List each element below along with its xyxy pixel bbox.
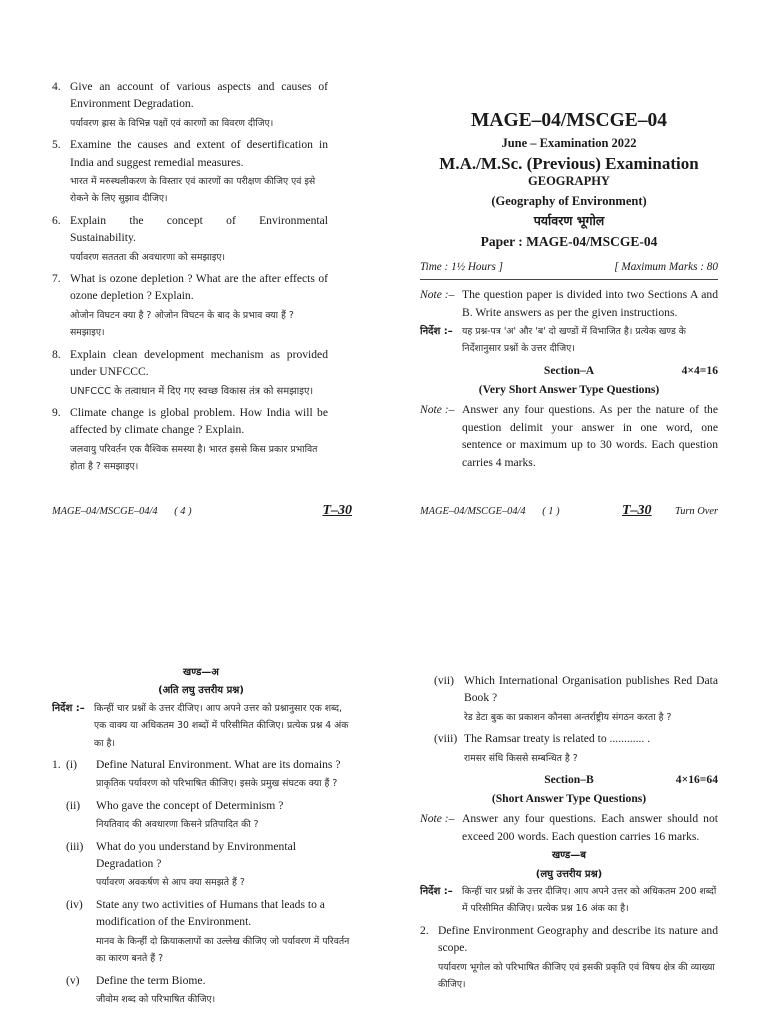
question-text-en: Give an account of various aspects and causes of Environment Degradation. — [70, 80, 328, 111]
page-number: ( 4 ) — [174, 506, 192, 517]
section-a-type: (Very Short Answer Type Questions) — [478, 382, 660, 396]
sub-text-en: What do you understand by Environmental Degradation ? — [96, 839, 296, 871]
section-b-heading — [420, 771, 718, 790]
sub-text-hi: नियतिवाद की अवधारणा किसने प्रतिपादित की ? — [96, 819, 259, 831]
sub-text-hi: पर्यावरण अवकर्षण से आप क्या समझते हैं ? — [96, 877, 245, 889]
paper-code: MAGE–04/MSCGE–04/4 — [420, 506, 526, 517]
sub-question — [420, 672, 718, 726]
section-a-title: Section–A — [543, 363, 595, 377]
khand-b-heading: खण्ड—ब — [552, 850, 586, 862]
sub-question — [52, 797, 350, 834]
question-2 — [420, 922, 718, 994]
note-label: Note :– — [420, 288, 455, 302]
question-5 — [52, 136, 328, 208]
nirdesh-text: किन्हीं चार प्रश्नों के उत्तर दीजिए। आप अपने उत्तर को अधिकतम 200 शब्दों में परिसीमित कीजिए। प्रत्येक प्रश्न 16 अंक का है। — [462, 886, 717, 915]
sub-text-hi: मानव के किन्हीं दो क्रियाकलापों का उल्लेख कीजिए जो पर्यावरण में परिवर्तन का कारण बनते हैं ? — [96, 935, 350, 965]
question-number: 2. — [420, 923, 429, 937]
sub-text-en: Which International Organisation publishes Red Data Book ? — [464, 674, 718, 705]
question-number: 9. — [52, 405, 61, 419]
question-number: 8. — [52, 347, 61, 361]
khand-b-type: (लघु उत्तरीय प्रश्न) — [535, 868, 603, 880]
sub-number: (vii) — [434, 674, 454, 687]
section-b-title: Section–B — [544, 773, 594, 787]
nirdesh-khand-a — [52, 700, 350, 752]
paper-number: Paper : MAGE-04/MSCGE-04 — [480, 234, 658, 250]
khand-a-heading: खण्ड—अ — [183, 667, 219, 678]
sub-number: (i) — [66, 758, 77, 772]
sub-text-hi: रामसर संधि किससे सम्बन्धित है ? — [464, 752, 578, 764]
page-number: ( 1 ) — [542, 506, 560, 517]
section-b-marks: 4×16=64 — [675, 773, 718, 787]
sub-number: (v) — [66, 973, 80, 987]
sub-question — [52, 838, 350, 892]
sub-number: (iii) — [66, 839, 84, 853]
question-text-en: Climate change is global problem. How India will be affected by climate change ? Explain. — [70, 405, 328, 437]
khand-a-type: (अति लघु उत्तरीय प्रश्न) — [158, 685, 244, 697]
time: Time : 1½ Hours ] — [420, 260, 503, 273]
sub-question — [52, 896, 350, 968]
paper-code-title: MAGE–04/MSCGE–04 — [470, 110, 668, 131]
question-number: 4. — [52, 80, 61, 93]
page1-footer — [420, 503, 718, 518]
sub-text-hi: जीवोम शब्द को परिभाषित कीजिए। — [96, 993, 216, 1005]
note-text: The question paper is divided into two Sections A and B. Write answers as per the given instructions. — [462, 288, 718, 319]
paper-title: (Geography of Environment) — [491, 193, 647, 208]
sub-question — [420, 730, 718, 767]
session: June – Examination 2022 — [501, 136, 637, 151]
sub-text-en: Define Natural Environment. What are its domains ? — [96, 758, 341, 772]
note-text: Answer any four questions. Each answer should not exceed 200 words. Each question carries 16 marks. — [462, 812, 718, 843]
question-text-en: Define Environment Geography and describe its nature and scope. — [438, 923, 718, 955]
question-4 — [52, 78, 328, 132]
time-marks-row — [420, 259, 718, 280]
sub-number: (ii) — [66, 798, 81, 812]
section-b-type: (Short Answer Type Questions) — [491, 792, 647, 806]
sub-text-hi: रेड डेटा बुक का प्रकाशन कौनसा अन्तर्राष्ट्रीय संगठन करता है ? — [464, 711, 672, 723]
paper-title-hi: पर्यावरण भूगोल — [533, 213, 605, 229]
nirdesh-khand-b — [420, 883, 718, 918]
sub-text-en: Define the term Biome. — [96, 973, 206, 987]
note-label: Note :– — [420, 812, 455, 826]
question-9 — [52, 404, 328, 476]
question-number: 5. — [52, 138, 61, 152]
question-number: 7. — [52, 272, 61, 286]
question-8 — [52, 346, 328, 400]
sub-number: (viii) — [434, 732, 458, 746]
t-code: T–30 — [322, 503, 352, 518]
nirdesh-label: निर्देश :– — [420, 886, 453, 898]
page4-column — [52, 78, 328, 480]
note-text: Answer any four questions. As per the nature of the question delimit your answer in one word, one sentence or maximum up to 30 words. Each question carries 4 marks. — [462, 403, 718, 469]
note-instructions — [420, 286, 718, 321]
sub-text-en: The Ramsar treaty is related to ............ . — [464, 732, 651, 746]
turn-over: Turn Over — [674, 506, 718, 517]
paper-code: MAGE–04/MSCGE–04/4 — [52, 506, 158, 517]
nirdesh-instructions — [420, 323, 718, 358]
t-code: T–30 — [622, 503, 652, 518]
page1-column — [420, 108, 718, 473]
question-text-hi: जलवायु परिवर्तन एक वैश्विक समस्या है। भारत इससे किस प्रकार प्रभावित होता है ? समझाइए। — [70, 443, 318, 473]
page2-column — [52, 664, 350, 1012]
page3-column — [420, 672, 718, 998]
sub-text-en: State any two activities of Humans that leads to a modification of the Environment. — [96, 897, 325, 929]
nirdesh-label: निर्देश :– — [52, 702, 85, 714]
note-section-a — [420, 401, 718, 471]
question-text-hi: भारत में मरुस्थलीकरण के विस्तार एवं कारणों का परीक्षण कीजिए एवं इसे रोकने के लिए सुझाव दीजिए। — [70, 176, 316, 205]
question-text-hi: पर्यावरण ह्रास के विभिन्न पक्षों एवं कारणों का विवरण दीजिए। — [70, 117, 274, 129]
sub-question — [52, 972, 350, 1009]
question-text-hi: ओजोन विघटन क्या है ? ओजोन विघटन के बाद के प्रभाव क्या हैं ? समझाइए। — [70, 309, 294, 339]
section-a-heading — [420, 362, 718, 381]
subject: GEOGRAPHY — [528, 174, 610, 189]
question-number: 6. — [52, 213, 61, 227]
question-1 — [52, 756, 350, 1008]
question-text-hi: पर्यावरण सततता की अवधारणा को समझाइए। — [70, 251, 226, 263]
question-text-hi: पर्यावरण भूगोल को परिभाषित कीजिए एवं इसकी प्रकृति एवं विषय क्षेत्र की व्याख्या कीजिए। — [438, 961, 715, 991]
question-text-hi: UNFCCC के तत्वाधान में दिए गए स्वच्छ विकास तंत्र को समझाइए। — [70, 385, 314, 397]
question-number: 1. — [52, 758, 61, 772]
note-section-b — [420, 810, 718, 845]
question-text-en: Examine the causes and extent of desertification in India and suggest remedial measures. — [70, 138, 328, 169]
question-6 — [52, 212, 328, 266]
sub-text-en: Who gave the concept of Determinism ? — [96, 798, 284, 812]
nirdesh-text: किन्हीं चार प्रश्नों के उत्तर दीजिए। आप अपने उत्तर को प्रश्नानुसार एक शब्द, एक वाक्य या अधिकतम 30 शब्दों में परिसीमित कीजिए। प्रत्येक प्रश्न 4 अंक का है। — [94, 702, 349, 749]
sub-number: (iv) — [66, 897, 83, 911]
nirdesh-text: यह प्रश्न-पत्र 'अ' और 'ब' दो खण्डों में विभाजित है। प्रत्येक खण्ड के निर्देशानुसार प्रश्नों के उत्तर दीजिए। — [462, 326, 686, 355]
question-text-en: Explain clean development mechanism as provided under UNFCCC. — [70, 347, 328, 379]
max-marks: [ Maximum Marks : 80 — [614, 260, 718, 273]
nirdesh-label: निर्देश :– — [420, 326, 453, 338]
question-text-en: Explain the concept of Environmental Sustainability. — [70, 213, 328, 245]
page4-footer — [52, 503, 352, 518]
sub-text-hi: प्राकृतिक पर्यावरण को परिभाषित कीजिए। इसके प्रमुख संघटक क्या हैं ? — [96, 778, 338, 790]
sub-question — [52, 756, 350, 793]
note-label: Note :– — [420, 403, 455, 417]
section-a-marks: 4×4=16 — [681, 363, 718, 377]
question-text-en: What is ozone depletion ? What are the after effects of ozone depletion ? Explain. — [70, 272, 328, 303]
question-7 — [52, 270, 328, 342]
exam-title: M.A./M.Sc. (Previous) Examination — [439, 153, 699, 173]
